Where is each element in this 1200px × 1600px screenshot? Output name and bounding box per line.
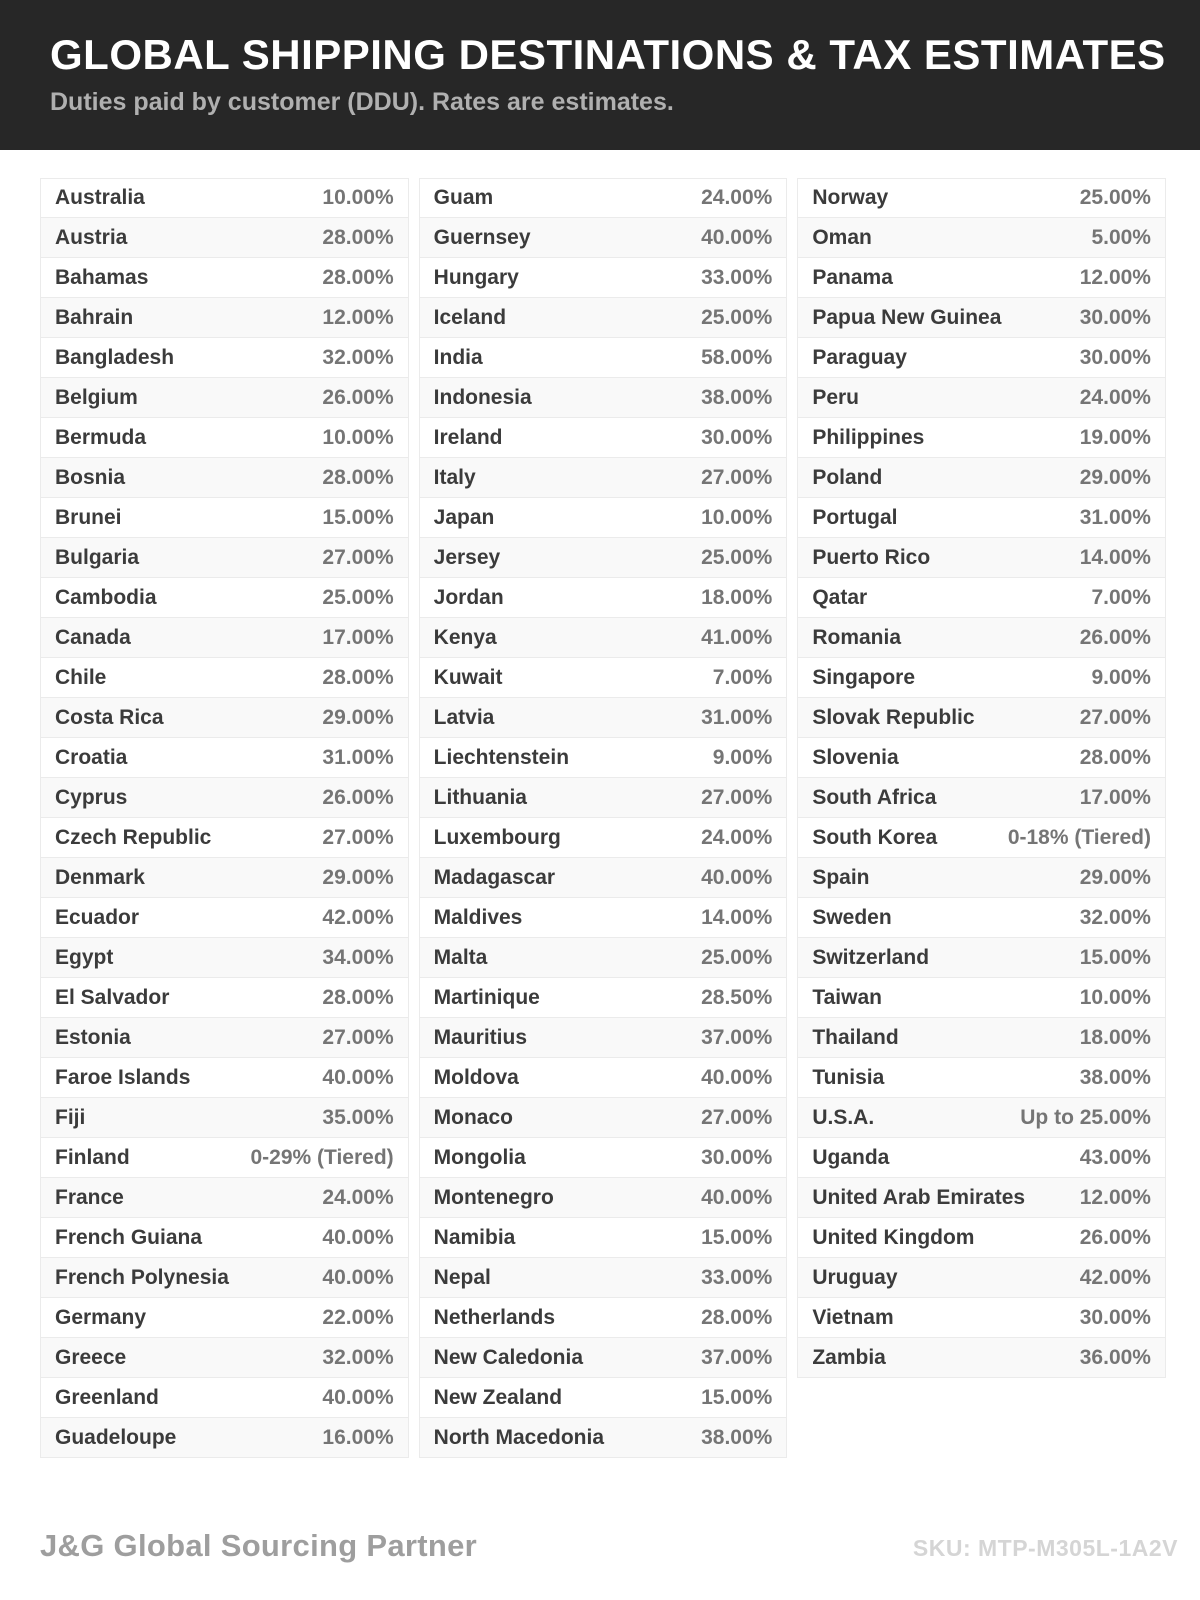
- table-row: [40, 1218, 409, 1258]
- table-row: [40, 658, 409, 698]
- table-row: [797, 218, 1166, 258]
- table-row: [797, 538, 1166, 578]
- country-name: Spain: [812, 865, 870, 889]
- table-row: [40, 418, 409, 458]
- tax-rate: 26.00%: [1079, 1225, 1151, 1249]
- tax-rate: 10.00%: [322, 425, 394, 449]
- table-row: [40, 178, 409, 218]
- table-row: [797, 1258, 1166, 1298]
- country-name: Zambia: [812, 1345, 886, 1369]
- table-row: [419, 298, 788, 338]
- tax-rate: 0-29% (Tiered): [250, 1145, 394, 1169]
- country-name: Kuwait: [433, 665, 503, 689]
- table-row: [419, 1338, 788, 1378]
- tax-rate: 30.00%: [701, 1145, 773, 1169]
- country-name: India: [433, 345, 483, 369]
- tax-rate: 30.00%: [1079, 305, 1151, 329]
- table-row: [40, 378, 409, 418]
- sku-label: SKU: MTP-M305L-1A2V: [912, 1535, 1178, 1561]
- table-row: [797, 1338, 1166, 1378]
- country-name: Latvia: [433, 705, 495, 729]
- table-row: [419, 618, 788, 658]
- country-name: Netherlands: [433, 1305, 556, 1329]
- country-name: Guam: [433, 186, 494, 209]
- country-name: Chile: [55, 665, 107, 689]
- table-row: [419, 258, 788, 298]
- country-name: Uganda: [812, 1145, 890, 1169]
- tax-rate: 17.00%: [1079, 785, 1151, 809]
- table-row: [419, 498, 788, 538]
- tax-rate: 25.00%: [701, 545, 773, 569]
- country-name: Italy: [433, 465, 476, 489]
- table-row: [40, 1018, 409, 1058]
- table-row: [40, 938, 409, 978]
- tax-rate: 17.00%: [322, 625, 394, 649]
- table-row: [40, 458, 409, 498]
- tax-rate: 28.00%: [1079, 745, 1151, 769]
- tax-rate: 30.00%: [701, 425, 773, 449]
- tax-rate: 16.00%: [322, 1425, 394, 1449]
- country-name: Bulgaria: [55, 545, 140, 569]
- tax-rate: 15.00%: [1079, 945, 1151, 969]
- table-row: [797, 618, 1166, 658]
- table-row: [40, 738, 409, 778]
- tax-rate: 9.00%: [712, 745, 773, 769]
- tax-rate: 34.00%: [322, 945, 394, 969]
- country-name: Jordan: [433, 585, 504, 609]
- country-name: Bangladesh: [55, 345, 175, 369]
- tax-rate: 38.00%: [1079, 1065, 1151, 1089]
- table-row: [419, 1218, 788, 1258]
- country-name: Greenland: [55, 1385, 159, 1409]
- tax-rate: 27.00%: [322, 545, 394, 569]
- country-name: Sweden: [812, 905, 892, 929]
- table-row: [40, 778, 409, 818]
- table-row: [40, 1298, 409, 1338]
- table-row: [797, 1058, 1166, 1098]
- table-row: [797, 978, 1166, 1018]
- table-row: [419, 1098, 788, 1138]
- country-name: Guernsey: [433, 225, 531, 249]
- tax-rate: 25.00%: [1079, 186, 1151, 209]
- page-title: GLOBAL SHIPPING DESTINATIONS & TAX ESTIMATES: [50, 31, 1166, 79]
- table-row: [797, 458, 1166, 498]
- tax-rate: 25.00%: [701, 945, 773, 969]
- tax-rate: 0-18% (Tiered): [1007, 825, 1151, 849]
- tax-rate: 29.00%: [1079, 465, 1151, 489]
- country-name: France: [55, 1185, 124, 1209]
- tax-rate: 32.00%: [322, 345, 394, 369]
- country-name: Norway: [812, 186, 889, 209]
- table-row: [797, 818, 1166, 858]
- country-name: Singapore: [812, 665, 916, 689]
- country-name: Faroe Islands: [55, 1065, 191, 1089]
- country-name: Cyprus: [55, 785, 128, 809]
- tax-rate: 37.00%: [701, 1345, 773, 1369]
- table-column-3: [797, 178, 1166, 1378]
- country-name: Bermuda: [55, 425, 147, 449]
- tax-rate: 28.00%: [322, 225, 394, 249]
- tax-rate: 43.00%: [1079, 1145, 1151, 1169]
- tax-rate: 15.00%: [322, 505, 394, 529]
- tax-rate: 28.00%: [322, 465, 394, 489]
- tax-rate: 30.00%: [1079, 345, 1151, 369]
- country-name: Maldives: [433, 905, 523, 929]
- country-name: Jersey: [433, 545, 501, 569]
- country-name: Mongolia: [433, 1145, 526, 1169]
- country-name: Poland: [812, 465, 883, 489]
- tax-rate: 38.00%: [701, 1425, 773, 1449]
- tax-rate: 7.00%: [712, 665, 773, 689]
- table-row: [797, 778, 1166, 818]
- tax-rate: 33.00%: [701, 1265, 773, 1289]
- table-row: [797, 298, 1166, 338]
- table-row: [419, 1378, 788, 1418]
- table-row: [419, 338, 788, 378]
- tax-rate: 18.00%: [1079, 1025, 1151, 1049]
- tax-rate: 42.00%: [1079, 1265, 1151, 1289]
- country-name: Belgium: [55, 385, 138, 409]
- table-row: [40, 298, 409, 338]
- table-row: [419, 1058, 788, 1098]
- country-name: Canada: [55, 625, 131, 649]
- table-row: [40, 578, 409, 618]
- table-row: [40, 258, 409, 298]
- table-row: [419, 538, 788, 578]
- table-row: [40, 698, 409, 738]
- country-name: Papua New Guinea: [812, 305, 1002, 329]
- tax-rate: 15.00%: [701, 1225, 773, 1249]
- table-row: [419, 418, 788, 458]
- tax-rate: 12.00%: [322, 305, 394, 329]
- table-row: [797, 418, 1166, 458]
- country-name: South Africa: [812, 785, 937, 809]
- tax-rate: 28.00%: [701, 1305, 773, 1329]
- tax-rate: 26.00%: [1079, 625, 1151, 649]
- table-row: [419, 578, 788, 618]
- country-name: Portugal: [812, 505, 898, 529]
- table-row: [797, 378, 1166, 418]
- tax-rate: 24.00%: [701, 825, 773, 849]
- page-subtitle: Duties paid by customer (DDU). Rates are estimates.: [50, 87, 674, 116]
- table-row: [419, 698, 788, 738]
- tax-rate: 40.00%: [701, 865, 773, 889]
- table-row: [40, 1098, 409, 1138]
- country-name: Lithuania: [433, 785, 527, 809]
- tax-rate: 31.00%: [701, 705, 773, 729]
- country-name: Oman: [812, 225, 872, 249]
- tax-rate: 40.00%: [701, 1065, 773, 1089]
- tax-rate: 27.00%: [701, 1105, 773, 1129]
- tax-rate: 29.00%: [1079, 865, 1151, 889]
- tax-rate: 40.00%: [322, 1065, 394, 1089]
- table-row: [40, 898, 409, 938]
- table-row: [797, 258, 1166, 298]
- table-row: [40, 1058, 409, 1098]
- table-row: [40, 978, 409, 1018]
- tax-rate: 38.00%: [701, 385, 773, 409]
- tax-rate: 26.00%: [322, 785, 394, 809]
- tax-rate: 25.00%: [701, 305, 773, 329]
- tax-rate: 29.00%: [322, 865, 394, 889]
- tax-rate: 18.00%: [701, 585, 773, 609]
- tax-rate: 14.00%: [701, 905, 773, 929]
- table-row: [419, 1418, 788, 1458]
- country-name: Bahamas: [55, 265, 149, 289]
- country-name: Fiji: [55, 1105, 86, 1129]
- table-row: [40, 1418, 409, 1458]
- country-name: Kenya: [433, 625, 497, 649]
- country-name: U.S.A.: [812, 1105, 875, 1129]
- tax-rate: 40.00%: [322, 1385, 394, 1409]
- tax-rate: 24.00%: [322, 1185, 394, 1209]
- country-name: Bahrain: [55, 305, 134, 329]
- country-name: Switzerland: [812, 945, 930, 969]
- tax-rate: 36.00%: [1079, 1345, 1151, 1369]
- country-name: Puerto Rico: [812, 545, 931, 569]
- country-name: Tunisia: [812, 1065, 885, 1089]
- country-name: Romania: [812, 625, 902, 649]
- country-name: Greece: [55, 1345, 127, 1369]
- country-name: United Arab Emirates: [812, 1185, 1026, 1209]
- country-name: Austria: [55, 225, 128, 249]
- table-row: [40, 1138, 409, 1178]
- table-row: [797, 1098, 1166, 1138]
- table-row: [419, 858, 788, 898]
- country-name: Liechtenstein: [433, 745, 570, 769]
- country-name: Bosnia: [55, 465, 126, 489]
- tax-rate: 24.00%: [701, 186, 773, 209]
- table-row: [419, 458, 788, 498]
- country-name: United Kingdom: [812, 1225, 975, 1249]
- tax-rate: 27.00%: [701, 785, 773, 809]
- country-name: Monaco: [433, 1105, 513, 1129]
- table-column-1: [40, 178, 409, 1458]
- tax-rate: 22.00%: [322, 1305, 394, 1329]
- country-name: Mauritius: [433, 1025, 527, 1049]
- table-row: [419, 178, 788, 218]
- table-row: [419, 978, 788, 1018]
- tax-rate: 9.00%: [1091, 665, 1151, 689]
- table-row: [40, 538, 409, 578]
- country-name: Philippines: [812, 425, 925, 449]
- country-name: Malta: [433, 945, 488, 969]
- table-row: [40, 818, 409, 858]
- table-row: [797, 738, 1166, 778]
- tax-rate: 12.00%: [1079, 1185, 1151, 1209]
- tax-rate: 40.00%: [322, 1265, 394, 1289]
- country-name: Brunei: [55, 505, 122, 529]
- country-name: Ecuador: [55, 905, 140, 929]
- table-row: [40, 1378, 409, 1418]
- tax-rate: 24.00%: [1079, 385, 1151, 409]
- table-row: [797, 1298, 1166, 1338]
- country-name: Montenegro: [433, 1185, 554, 1209]
- country-name: Uruguay: [812, 1265, 898, 1289]
- table-column-2: [419, 178, 788, 1458]
- tax-rate: 37.00%: [701, 1025, 773, 1049]
- tax-rate: 5.00%: [1091, 225, 1151, 249]
- country-name: Madagascar: [433, 865, 556, 889]
- table-row: [40, 858, 409, 898]
- tax-rate: 10.00%: [322, 186, 394, 209]
- tax-rate: 40.00%: [701, 1185, 773, 1209]
- tax-rate: 32.00%: [1079, 905, 1151, 929]
- tax-rate: 28.00%: [322, 985, 394, 1009]
- country-name: Martinique: [433, 985, 540, 1009]
- tax-rate: 31.00%: [1079, 505, 1151, 529]
- tax-rate: 40.00%: [322, 1225, 394, 1249]
- tax-rate: 32.00%: [322, 1345, 394, 1369]
- country-name: Paraguay: [812, 345, 907, 369]
- country-name: Indonesia: [433, 385, 532, 409]
- table-row: [797, 578, 1166, 618]
- tax-rate: 15.00%: [701, 1385, 773, 1409]
- table-row: [797, 1018, 1166, 1058]
- tax-rate: 27.00%: [322, 1025, 394, 1049]
- table-row: [419, 938, 788, 978]
- country-name: South Korea: [812, 825, 938, 849]
- country-name: North Macedonia: [433, 1425, 605, 1449]
- tax-rate: 28.00%: [322, 265, 394, 289]
- country-name: Japan: [433, 505, 495, 529]
- country-name: El Salvador: [55, 985, 170, 1009]
- table-row: [40, 218, 409, 258]
- header-banner: [0, 0, 1200, 150]
- tax-rate: 41.00%: [701, 625, 773, 649]
- table-row: [40, 498, 409, 538]
- table-row: [797, 178, 1166, 218]
- country-name: Finland: [55, 1145, 130, 1169]
- tax-rate: 33.00%: [701, 265, 773, 289]
- table-row: [419, 1178, 788, 1218]
- country-name: French Guiana: [55, 1225, 203, 1249]
- country-name: French Polynesia: [55, 1265, 229, 1289]
- country-name: Luxembourg: [433, 825, 561, 849]
- country-name: Germany: [55, 1305, 147, 1329]
- tax-rate: 19.00%: [1079, 425, 1151, 449]
- country-name: Egypt: [55, 945, 114, 969]
- country-name: New Caledonia: [433, 1345, 584, 1369]
- country-name: Estonia: [55, 1025, 131, 1049]
- tax-rate: 25.00%: [322, 585, 394, 609]
- country-name: Ireland: [433, 425, 503, 449]
- table-row: [797, 1138, 1166, 1178]
- tax-rate: 7.00%: [1091, 585, 1151, 609]
- tax-rate: 58.00%: [701, 345, 773, 369]
- tax-rate: 28.00%: [322, 665, 394, 689]
- tax-rate: 27.00%: [322, 825, 394, 849]
- country-name: Croatia: [55, 745, 128, 769]
- country-name: Namibia: [433, 1225, 516, 1249]
- table-row: [40, 338, 409, 378]
- country-name: Vietnam: [812, 1305, 894, 1329]
- country-name: Moldova: [433, 1065, 519, 1089]
- tax-rate: 29.00%: [322, 705, 394, 729]
- table-row: [419, 1018, 788, 1058]
- country-name: Qatar: [812, 585, 868, 609]
- tax-rate: 42.00%: [322, 905, 394, 929]
- country-name: New Zealand: [433, 1385, 563, 1409]
- tax-rate: 10.00%: [1079, 985, 1151, 1009]
- country-name: Taiwan: [812, 985, 882, 1009]
- country-name: Australia: [55, 186, 145, 209]
- tax-rate: 40.00%: [701, 225, 773, 249]
- tax-rate: 27.00%: [1079, 705, 1151, 729]
- country-name: Cambodia: [55, 585, 157, 609]
- table-row: [419, 778, 788, 818]
- country-name: Denmark: [55, 865, 145, 889]
- table-row: [797, 498, 1166, 538]
- tax-rate: 27.00%: [701, 465, 773, 489]
- table-row: [797, 338, 1166, 378]
- country-name: Panama: [812, 265, 893, 289]
- table-row: [40, 618, 409, 658]
- table-row: [40, 1258, 409, 1298]
- table-row: [797, 898, 1166, 938]
- country-name: Thailand: [812, 1025, 899, 1049]
- tax-rate: 31.00%: [322, 745, 394, 769]
- tax-rate: 12.00%: [1079, 265, 1151, 289]
- table-row: [419, 1298, 788, 1338]
- table-row: [419, 738, 788, 778]
- tax-rate: 35.00%: [322, 1105, 394, 1129]
- tax-rate: 30.00%: [1079, 1305, 1151, 1329]
- country-name: Peru: [812, 385, 860, 409]
- table-row: [419, 818, 788, 858]
- table-row: [419, 218, 788, 258]
- tax-rate: Up to 25.00%: [1020, 1105, 1151, 1129]
- table-row: [419, 1258, 788, 1298]
- country-name: Czech Republic: [55, 825, 212, 849]
- country-name: Costa Rica: [55, 705, 164, 729]
- country-name: Iceland: [433, 305, 507, 329]
- country-name: Nepal: [433, 1265, 491, 1289]
- table-row: [419, 378, 788, 418]
- table-row: [797, 658, 1166, 698]
- table-row: [797, 1178, 1166, 1218]
- tax-rates-table: [40, 178, 1166, 1458]
- brand-name: J&G Global Sourcing Partner: [40, 1528, 478, 1563]
- table-row: [797, 858, 1166, 898]
- table-row: [40, 1338, 409, 1378]
- table-row: [419, 898, 788, 938]
- country-name: Slovak Republic: [812, 705, 975, 729]
- tax-rate: 26.00%: [322, 385, 394, 409]
- table-row: [797, 1218, 1166, 1258]
- tax-rate: 28.50%: [701, 985, 773, 1009]
- table-row: [419, 1138, 788, 1178]
- country-name: Guadeloupe: [55, 1425, 177, 1449]
- footer: [40, 1528, 1178, 1564]
- country-name: Slovenia: [812, 745, 899, 769]
- table-row: [419, 658, 788, 698]
- tax-rate: 10.00%: [701, 505, 773, 529]
- country-name: Hungary: [433, 265, 519, 289]
- tax-rate: 14.00%: [1079, 545, 1151, 569]
- table-row: [797, 698, 1166, 738]
- table-row: [797, 938, 1166, 978]
- table-row: [40, 1178, 409, 1218]
